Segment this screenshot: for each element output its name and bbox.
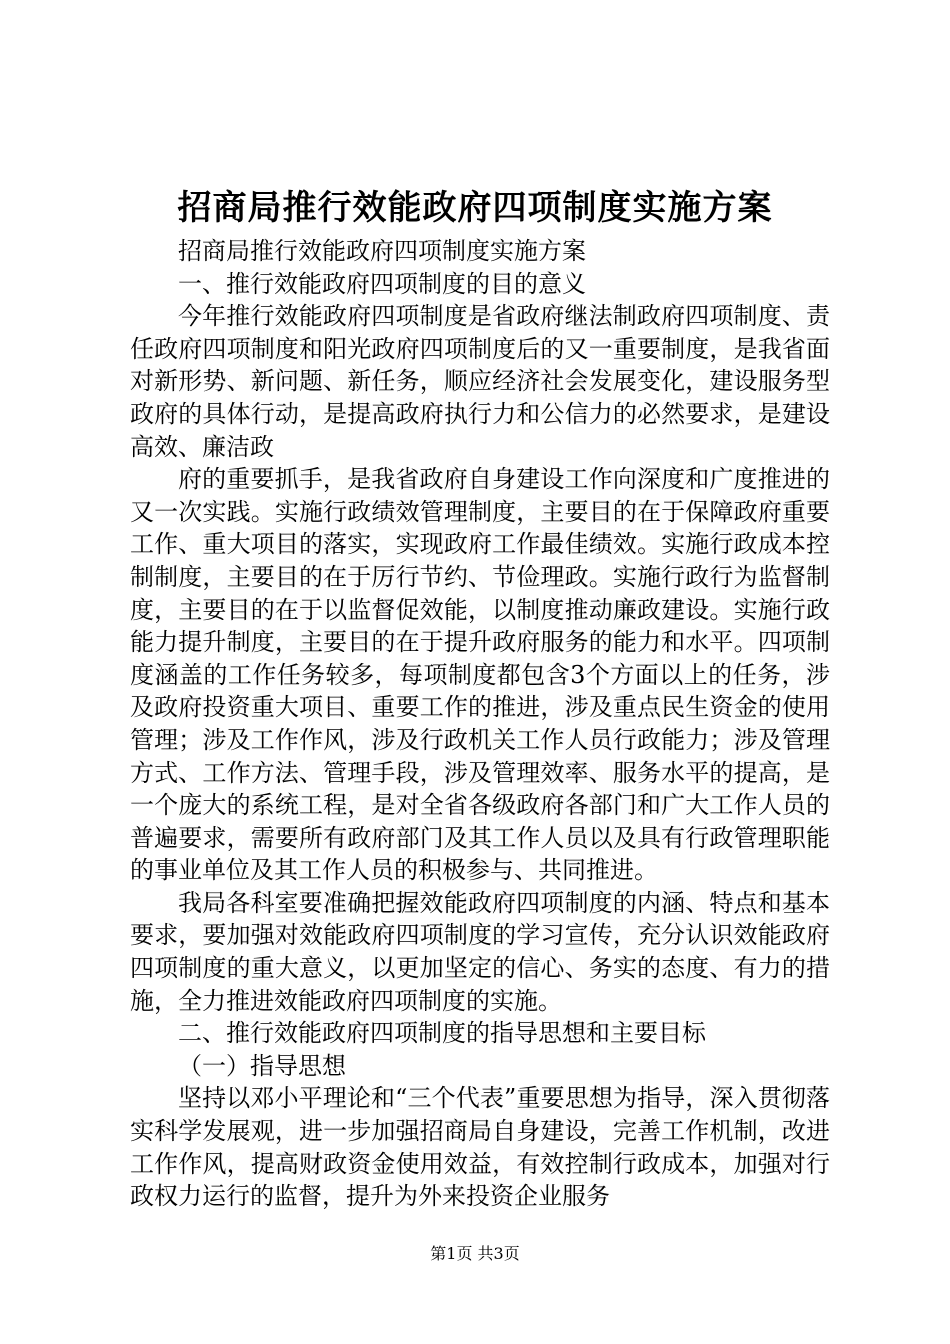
document-title: 招商局推行效能政府四项制度实施方案 — [177, 188, 773, 228]
paragraph: 坚持以邓小平理论和“三个代表”重要思想为指导，深入贯彻落实科学发展观，进一步加强招商局自身建设，完善工作机制，改进工作作风，提高财政资金使用效益，有效控制行政成本，加强对行政权力运行的监督，提升为外来投资企业服务 — [130, 1084, 830, 1211]
paragraph-subheading: （一）指导思想 — [178, 1051, 346, 1080]
paragraph-heading-2: 二、推行效能政府四项制度的指导思想和主要目标 — [178, 1019, 706, 1048]
paragraph: 我局各科室要准确把握效能政府四项制度的内涵、特点和基本要求，要加强对效能政府四项制度的学习宣传，充分认识效能政府四项制度的重大意义，以更加坚定的信心、务实的态度、有力的措施，全力推进效能政府四项制度的实施。 — [130, 888, 830, 1015]
page-footer: 第1页 共3页 — [430, 1244, 520, 1263]
paragraph-subtitle: 招商局推行效能政府四项制度实施方案 — [178, 237, 586, 265]
document-body — [130, 235, 830, 1213]
paragraph-heading-1: 一、推行效能政府四项制度的目的意义 — [178, 269, 586, 298]
paragraph: 今年推行效能政府四项制度是省政府继法制政府四项制度、责任政府四项制度和阳光政府四项制度后的又一重要制度，是我省面对新形势、新问题、新任务，顺应经济社会发展变化，建设服务型政府的具体行动，是提高政府执行力和公信力的必然要求，是建设高效、廉洁政 — [130, 302, 830, 461]
paragraph: 府的重要抓手，是我省政府自身建设工作向深度和广度推进的又一次实践。实施行政绩效管理制度，主要目的在于保障政府重要工作、重大项目的落实，实现政府工作最佳绩效。实施行政成本控制制度，主要目的在于厉行节约、节俭理政。实施行政行为监督制度，主要目的在于以监督促效能，以制度推动廉政建设。实施行政能力提升制度，主要目的在于提升政府服务的能力和水平。四项制度涵盖的工作任务较多，每项制度都包含3个方面以上的任务，涉及政府投资重大项目、重要工作的推进，涉及重点民生资金的使用管理；涉及工作作风，涉及行政机关工作人员行政能力；涉及管理方式、工作方法、管理手段，涉及管理效率、服务水平的提高，是一个庞大的系统工程，是对全省各级政府各部门和广大工作人员的普遍要求，需要所有政府部门及其工作人员以及具有行政管理职能的事业单位及其工作人员的积极参与、共同推进。 — [130, 465, 830, 885]
